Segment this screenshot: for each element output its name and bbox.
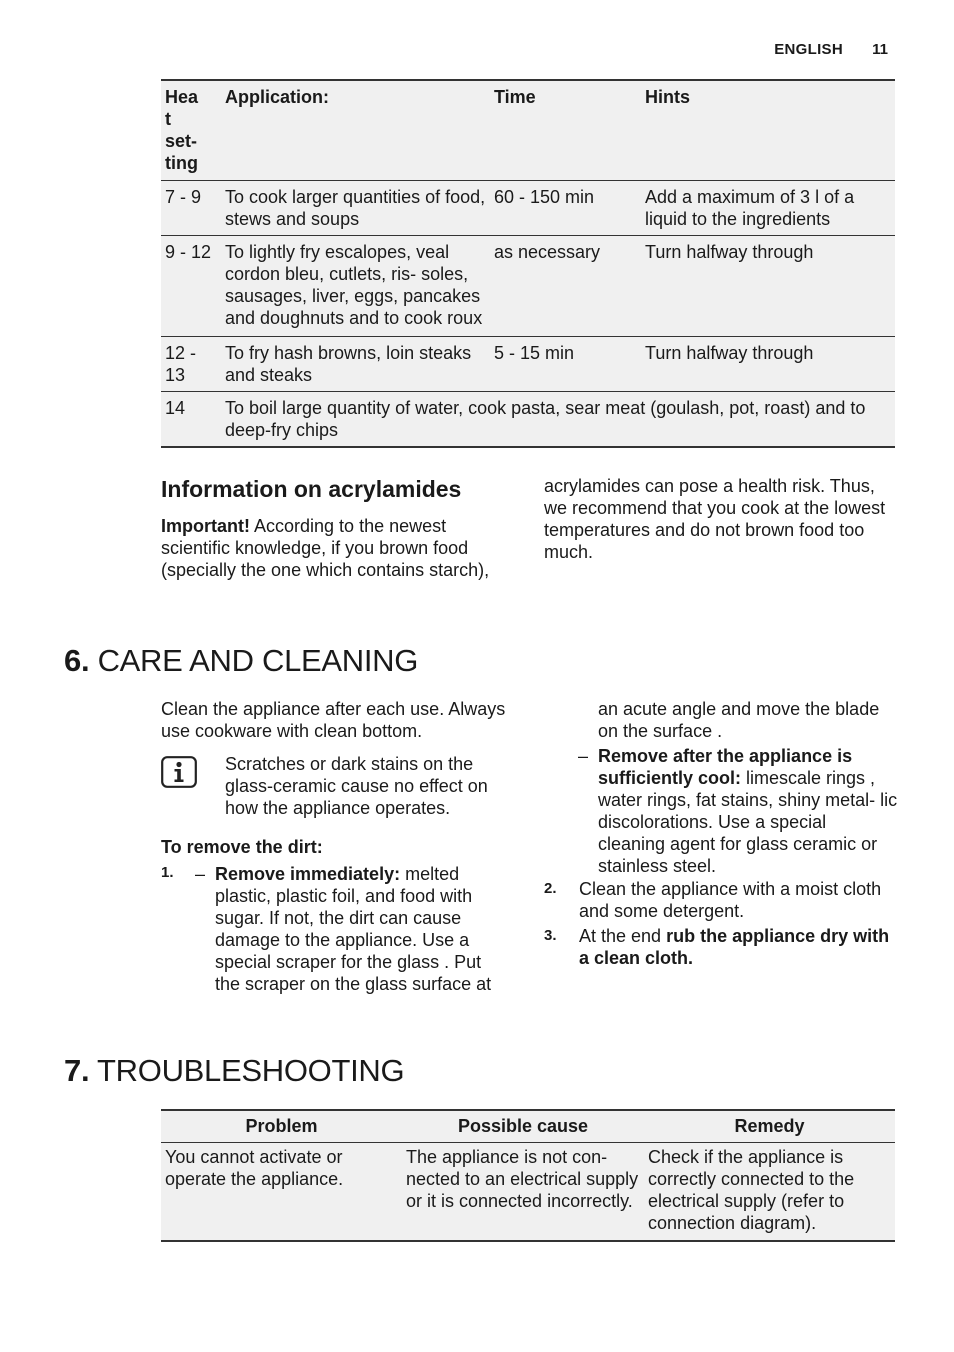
table-row [161, 1143, 895, 1242]
cell-application: To boil large quantity of water, cook pasta, sear meat (goulash, pot, roast) and to deep-fry chips [225, 398, 866, 440]
acrylamides-text-right: acrylamides can pose a health risk. Thus, we recommend that you cook at the lowest temperatures and do not brown food too much. [544, 476, 886, 562]
section-title: CARE AND CLEANING [97, 643, 419, 678]
section-number: 7. [64, 1053, 90, 1088]
table-row [161, 236, 895, 337]
cell-time: as necessary [494, 242, 601, 262]
list-dash: – [578, 746, 589, 766]
table-header-row [161, 80, 895, 181]
remove-dirt-heading: To remove the dirt: [161, 837, 323, 857]
table-row [161, 392, 895, 448]
cell-application: To fry hash browns, loin steaks and steaks [225, 343, 472, 385]
item-bold-label: rub the appliance dry with a clean cloth. [579, 926, 890, 968]
header-problem: Problem [245, 1116, 318, 1136]
header-heat-setting: Hea t set- ting [165, 87, 199, 173]
header-remedy: Remedy [734, 1116, 805, 1136]
item-text: melted plastic, plastic foil, and food with sugar. If not, the dirt can cause damage to the appliance. Use a special scraper for the glass . Put the scraper on the glass surface at [215, 864, 492, 994]
header-hints: Hints [645, 87, 690, 107]
cell-hints: Turn halfway through [645, 242, 814, 262]
list-item-remove-immediately [215, 863, 510, 995]
item-bold-label: Remove immediately: [215, 864, 401, 884]
acrylamides-heading: Information on acrylamides [161, 476, 462, 502]
table-row [161, 337, 895, 392]
page-number: 11 [872, 41, 888, 58]
info-note-text: Scratches or dark stains on the glass-ceramic cause no effect on how the appliance operates. [225, 754, 488, 818]
list-dash: – [195, 864, 206, 884]
item-text: At the end [579, 926, 667, 946]
cell-setting: 14 [165, 398, 186, 418]
table-row [161, 181, 895, 236]
header-application: Application: [225, 87, 329, 107]
list-number-3: 3. [544, 927, 557, 944]
info-icon [161, 756, 197, 788]
cell-remedy: Check if the appliance is correctly connected to the electrical supply (refer to connection diagram). [648, 1147, 855, 1233]
troubleshooting-table [161, 1109, 895, 1242]
cell-setting: 7 - 9 [165, 187, 202, 207]
acrylamides-text: According to the newest scientific knowledge, if you brown food (specially the one which contains starch), [161, 516, 490, 580]
cell-cause: The appliance is not con- nected to an electrical supply or it is connected incorrectly. [406, 1147, 639, 1211]
header-time: Time [494, 87, 536, 107]
care-intro-text: Clean the appliance after each use. Always use cookware with clean bottom. [161, 699, 506, 741]
cell-application: To lightly fry escalopes, veal cordon bleu, cutlets, ris- soles, sausages, liver, eggs, pancakes and doughnuts and to cook roux [225, 242, 483, 328]
header-possible-cause: Possible cause [457, 1116, 589, 1136]
acrylamides-text-left [161, 515, 506, 581]
cell-application: To cook larger quantities of food, stews and soups [225, 187, 486, 229]
cell-setting: 9 - 12 [165, 242, 212, 262]
item-bold-label: Remove after the appliance is sufficiently cool: [598, 746, 853, 788]
cell-time: 60 - 150 min [494, 187, 595, 207]
list-number-2: 2. [544, 880, 557, 897]
important-label: Important! [161, 516, 250, 536]
list-item-clean-moist-cloth: Clean the appliance with a moist cloth and some detergent. [579, 879, 882, 921]
item-text: limescale rings , water rings, fat stains, shiny metal- lic discolorations. Use a special cleaning agent for glass ceramic or stainless steel. [598, 768, 898, 876]
list-item-rub-dry [579, 925, 899, 969]
header-language: ENGLISH [774, 41, 843, 58]
list-item-continuation: an acute angle and move the blade on the surface . [598, 699, 880, 741]
cell-hints: Add a maximum of 3 l of a liquid to the ingredients [645, 187, 855, 229]
section-heading-care [64, 643, 418, 679]
cell-time: 5 - 15 min [494, 343, 575, 363]
list-item-remove-after-cool [598, 745, 898, 877]
heat-setting-table [161, 79, 895, 448]
list-number-1: 1. [161, 864, 174, 881]
cell-setting: 12 - 13 [165, 343, 197, 385]
section-heading-troubleshooting [64, 1053, 404, 1089]
section-number: 6. [64, 643, 90, 678]
section-title: TROUBLESHOOTING [97, 1053, 405, 1088]
table-header-row [161, 1110, 895, 1143]
cell-problem: You cannot activate or operate the appliance. [165, 1147, 344, 1189]
cell-hints: Turn halfway through [645, 343, 814, 363]
